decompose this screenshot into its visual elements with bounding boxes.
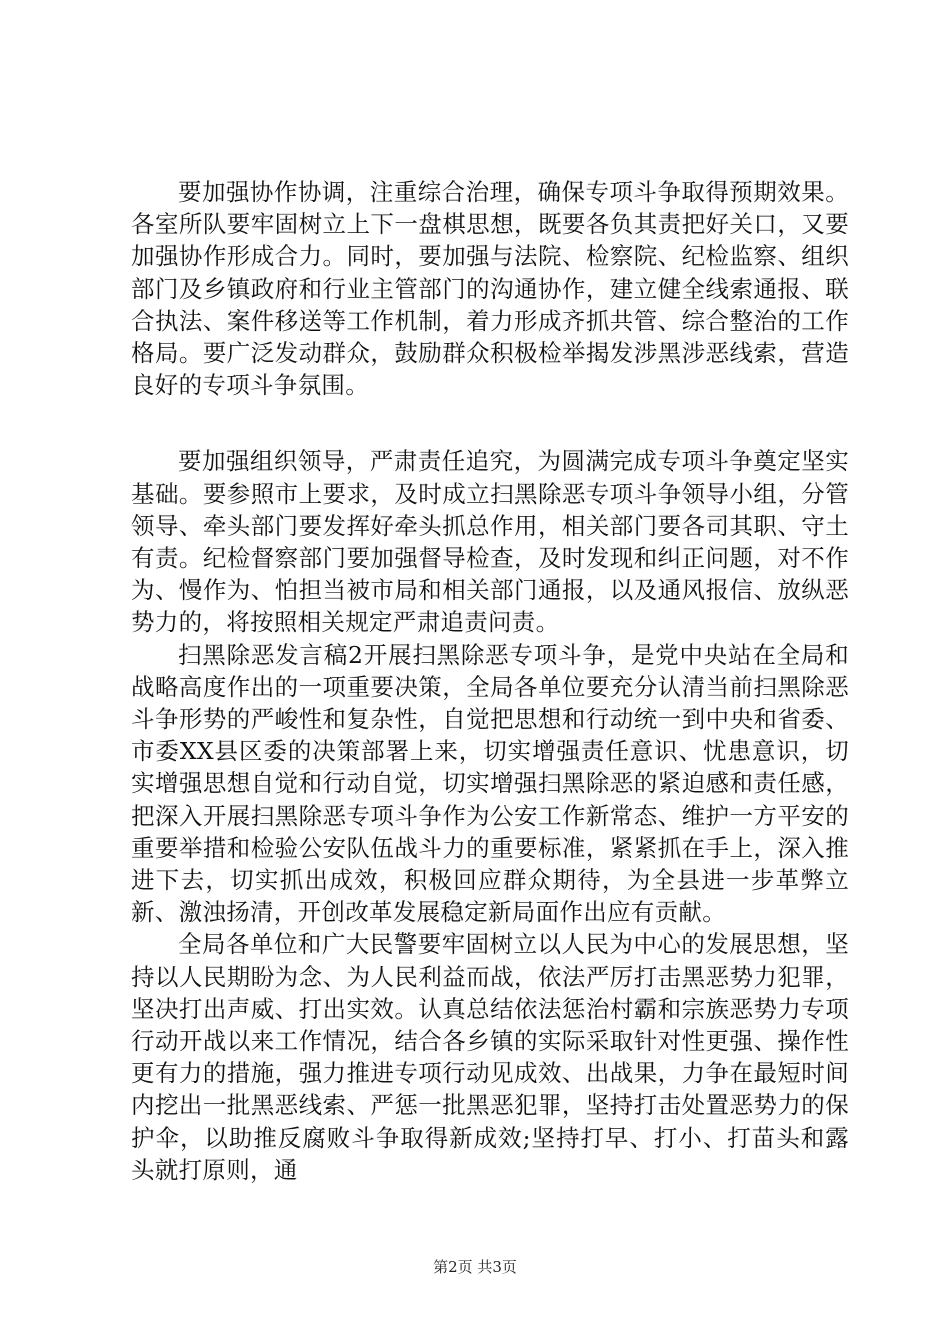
paragraph-police-units: 全局各单位和广大民警要牢固树立以人民为中心的发展思想，坚持以人民期盼为念、为人民利益而战，依法严厉打击黑恶势力犯罪，坚决打出声威、打出实效。认真总结依法惩治村霸和宗族恶势力专项行动开战以来工作情况，结合各乡镇的实际采取针对性更强、操作性更有力的措施，强力推进专项行动见成效、出战果，力争在最短时间内挖出一批黑恶线索、严惩一批黑恶犯罪，坚持打击处置恶势力的保护伞，以助推反腐败斗争取得新成效;坚持打早、打小、打苗头和露头就打原则，通 bbox=[131, 930, 849, 1184]
paragraph-gap bbox=[131, 401, 849, 445]
paragraph-leadership: 要加强组织领导，严肃责任追究，为圆满完成专项斗争奠定坚实基础。要参照市上要求，及时成立扫黑除恶专项斗争领导小组，分管领导、牵头部门要发挥好牵头抓总作用，相关部门要各司其职、守土有责。纪检督察部门要加强督导检查，及时发现和纠正问题，对不作为、慢作为、怕担当被市局和相关部门通报，以及通风报信、放纵恶势力的，将按照相关规定严肃追责问责。 bbox=[131, 447, 849, 637]
paragraph-coordination: 要加强协作协调，注重综合治理，确保专项斗争取得预期效果。各室所队要牢固树立上下一盘棋思想，既要各负其责把好关口，又要加强协作形成合力。同时，要加强与法院、检察院、纪检监察、组织部门及乡镇政府和行业主管部门的沟通协作，建立健全线索通报、联合执法、案件移送等工作机制，着力形成齐抓共管、综合整治的工作格局。要广泛发动群众，鼓励群众积极检举揭发涉黑涉恶线索，营造良好的专项斗争氛围。 bbox=[131, 178, 849, 400]
page-footer: 第2页 共3页 bbox=[433, 1258, 517, 1276]
document-body bbox=[131, 176, 849, 1186]
paragraph-speech-2: 扫黑除恶发言稿2开展扫黑除恶专项斗争，是党中央站在全局和战略高度作出的一项重要决策，全局各单位要充分认清当前扫黑除恶斗争形势的严峻性和复杂性，自觉把思想和行动统一到中央和省委、市委XX县区委的决策部署上来，切实增强责任意识、忧患意识，切实增强思想自觉和行动自觉，切实增强扫黑除恶的紧迫感和责任感，把深入开展扫黑除恶专项斗争作为公安工作新常态、维护一方平安的重要举措和检验公安队伍战斗力的重要标准，紧紧抓在手上，深入推进下去，切实抓出成效，积极回应群众期待，为全县进一步革弊立新、激浊扬清，开创改革发展稳定新局面作出应有贡献。 bbox=[131, 640, 849, 927]
